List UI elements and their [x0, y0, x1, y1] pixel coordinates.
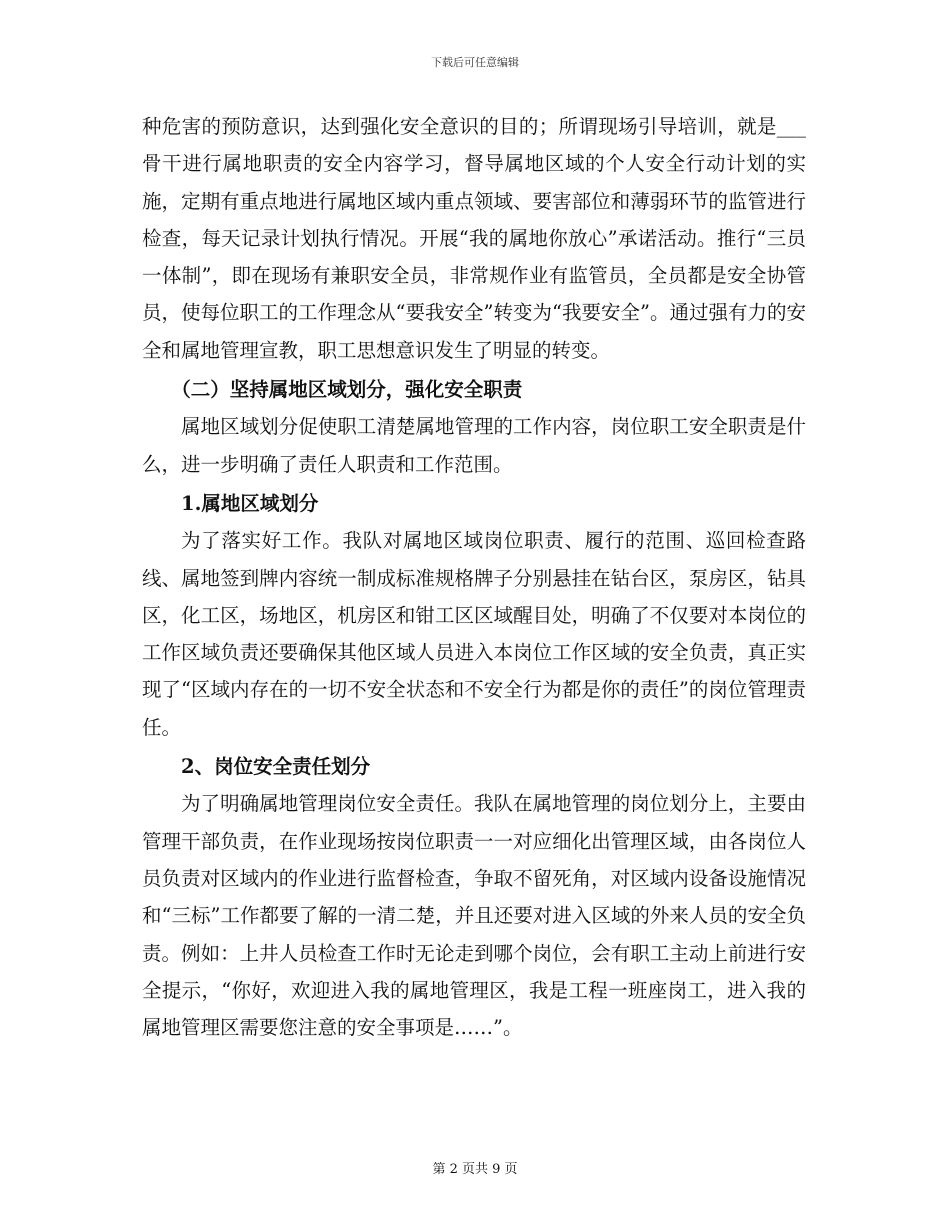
paragraph-continued: 种危害的预防意识，达到强化安全意识的目的；所谓现场引导培训，就是___骨干进行属地职责的安全内容学习，督导属地区域的个人安全行动计划的实施，定期有重点地进行属地区域内重点领域、要害部位和薄弱环节的监管进行检查，每天记录计划执行情况。开展“我的属地你放心”承诺活动。推行“三员一体制”，即在现场有兼职安全员，非常规作业有监管员，全员都是安全协管员，使每位职工的工作理念从“要我安全”转变为“我要安全”。通过强有力的安全和属地管理宣教，职工思想意识发生了明显的转变。 [142, 115, 806, 362]
document-body [142, 108, 806, 1046]
subsection-heading: 1.属地区域划分 [181, 491, 319, 515]
page-footer: 第 2 页共 9 页 [432, 1162, 518, 1177]
page-header: 下载后可任意编辑 [431, 56, 519, 69]
subsection-heading: 2、岗位安全责任划分 [181, 755, 371, 779]
paragraph: 属地区域划分促使职工清楚属地管理的工作内容，岗位职工安全职责是什么，进一步明确了责任人职责和工作范围。 [142, 415, 806, 476]
paragraph: 为了落实好工作。我队对属地区域岗位职责、履行的范围、巡回检查路线、属地签到牌内容统一制成标准规格牌子分别悬挂在钻台区，泵房区，钻具区，化工区，场地区，机房区和钳工区区域醒目处，明确了不仅要对本岗位的工作区域负责还要确保其他区域人员进入本岗位工作区域的安全负责，真正实现了“区域内存在的一切不安全状态和不安全行为都是你的责任”的岗位管理责任。 [142, 529, 806, 739]
section-heading: （二）坚持属地区域划分，强化安全职责 [171, 378, 523, 402]
paragraph: 为了明确属地管理岗位安全责任。我队在属地管理的岗位划分上，主要由管理干部负责，在作业现场按岗位职责一一对应细化出管理区域，由各岗位人员负责对区域内的作业进行监督检查，争取不留死角，对区域内设备设施情况和“三标”工作都要了解的一清二楚，并且还要对进入区域的外来人员的安全负责。例如：上井人员检查工作时无论走到哪个岗位，会有职工主动上前进行安全提示，“你好，欢迎进入我的属地管理区，我是工程一班座岗工，进入我的属地管理区需要您注意的安全事项是……”。 [142, 792, 806, 1040]
